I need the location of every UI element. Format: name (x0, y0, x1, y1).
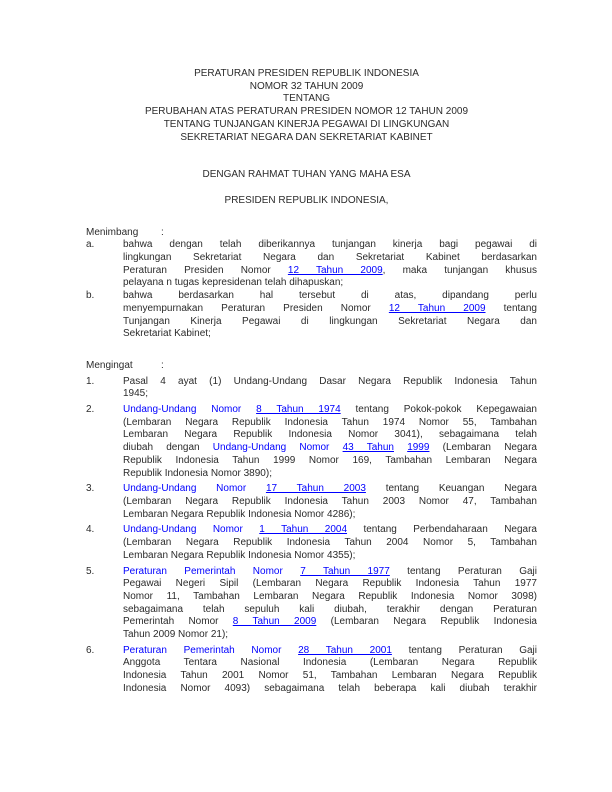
text-line (123, 404, 537, 417)
text-line (123, 376, 537, 389)
regulation-link[interactable]: 1 Tahun 2004 (259, 524, 348, 536)
item-body (123, 404, 537, 480)
text-line (123, 524, 537, 537)
regulation-link[interactable]: 12 Tahun 2009 (388, 302, 486, 314)
section-label (86, 360, 537, 373)
text-segment: tentang Peraturan Gaji (391, 644, 537, 656)
item-marker: 4. (86, 524, 95, 536)
text-segment: sebagaimana telah sepuluh kali diubah, terakhir dengan Peraturan (123, 603, 537, 615)
regulation-link[interactable]: Peraturan Pemerintah Nomor (123, 565, 301, 577)
text-line (123, 303, 537, 316)
text-segment: Pegawai Negeri Sipil (Lembaran Negara Republik Indonesia Tahun 1977 (123, 578, 537, 590)
text-line (123, 509, 537, 522)
text-segment: Indonesia Tahun 2001 Nomor 51, Tambahan Lembaran Negara Republik (123, 670, 537, 682)
text-segment: , maka tunjangan khusus (382, 264, 537, 276)
text-line (123, 566, 537, 579)
text-line (123, 657, 537, 670)
text-segment: (Lembaran Negara Republik Indonesia Tahun 2003 Nomor 47, Tambahan (123, 495, 537, 507)
item-marker: b. (86, 290, 95, 302)
item-body (123, 376, 537, 401)
text-line (123, 277, 537, 290)
title-line-1: PERATURAN PRESIDEN REPUBLIK INDONESIA (194, 68, 419, 79)
list-item (86, 376, 537, 401)
list-item (86, 404, 537, 480)
text-segment: lingkungan Sekretariat Negara dan Sekretariat Kabinet berdasarkan (123, 252, 537, 264)
text-line (123, 591, 537, 604)
item-body (123, 290, 537, 341)
text-segment: Nomor 11, Tambahan Lembaran Negara Republik Indonesia Nomor 3098) (123, 590, 537, 602)
text-segment: bahwa berdasarkan hal tersebut di atas, dipandang perlu (123, 290, 537, 302)
text-segment: Tunjangan Kinerja Pegawai di lingkungan Sekretariat Negara dan (123, 315, 537, 327)
document-header (86, 68, 537, 208)
item-marker: 5. (86, 565, 95, 577)
section-mengingat (86, 360, 537, 696)
text-line (123, 455, 537, 468)
text-line (123, 442, 537, 455)
section-label-colon: : (161, 226, 164, 238)
list-item (86, 524, 537, 562)
text-line (123, 239, 537, 252)
text-line (123, 328, 537, 341)
text-line (123, 537, 537, 550)
item-marker: 2. (86, 404, 95, 416)
text-line (123, 252, 537, 265)
text-line (123, 683, 537, 696)
text-segment: Pemerintah Nomor (123, 616, 233, 628)
regulation-link[interactable]: 28 Tahun 2001 (298, 644, 392, 656)
section-label-colon: : (161, 359, 164, 371)
item-marker: 1. (86, 375, 95, 387)
text-line (123, 265, 537, 278)
title-line-4: PERUBAHAN ATAS PERATURAN PRESIDEN NOMOR 12 TAHUN 2009 (144, 106, 469, 118)
text-segment: tentang (485, 302, 537, 314)
text-line (123, 316, 537, 329)
text-segment: Peraturan Presiden Nomor (123, 264, 288, 276)
text-line (123, 417, 537, 430)
text-segment: tentang Perbendaharaan Negara (347, 524, 537, 536)
text-segment: Anggota Tentara Nasional Indonesia (Lembaran Negara Republik (123, 657, 537, 669)
text-line (123, 388, 537, 401)
regulation-link[interactable] (394, 442, 407, 453)
text-segment: bahwa dengan telah diberikannya tunjangan kinerja bagi pegawai di (123, 239, 537, 251)
item-marker: 6. (86, 644, 95, 656)
text-segment: Tahun 2009 Nomor 21); (123, 629, 229, 641)
text-line (123, 616, 537, 629)
text-line (123, 496, 537, 509)
title-line-5: TENTANG TUNJANGAN KINERJA PEGAWAI DI LINGKUNGAN (163, 118, 450, 130)
text-line (123, 578, 537, 591)
item-body (123, 645, 537, 696)
regulation-link[interactable]: Undang-Undang Nomor (212, 442, 343, 454)
text-line (123, 468, 537, 481)
list-item (86, 566, 537, 642)
section-menimbang (86, 227, 537, 341)
text-segment: 1945; (123, 388, 149, 400)
text-line (123, 290, 537, 303)
list-item (86, 483, 537, 521)
text-segment: (Lembaran Negara Republik Indonesia Tahun 2004 Nomor 5, Tambahan (123, 537, 537, 549)
text-segment: (Lembaran Negara Republik Indonesia Tahun 1974 Nomor 55, Tambahan (123, 416, 537, 428)
text-line (123, 483, 537, 496)
text-line (123, 604, 537, 617)
regulation-link[interactable]: 7 Tahun 1977 (300, 565, 390, 577)
text-segment: Pasal 4 ayat (1) Undang-Undang Dasar Negara Republik Indonesia Tahun (123, 375, 537, 387)
regulation-link[interactable]: 17 Tahun 2003 (265, 483, 366, 495)
text-segment: Indonesia Nomor 4093) sebagaimana telah beberapa kali diubah terakhir (123, 682, 537, 694)
text-segment: pelayana n tugas kepresidenan telah dihapuskan; (123, 277, 344, 289)
text-line (123, 550, 537, 563)
section-label-text: Mengingat (86, 359, 133, 371)
regulation-link[interactable]: 12 Tahun 2009 (287, 264, 383, 276)
text-segment: tentang Keuangan Negara (365, 483, 537, 495)
regulation-link[interactable]: 8 Tahun 1974 (256, 404, 341, 416)
document-body (86, 227, 537, 696)
list-item (86, 645, 537, 696)
text-segment: (Lembaran Negara (429, 442, 537, 454)
section-label (86, 227, 537, 240)
text-segment: Lembaran Negara Republik Indonesia Nomor 3041), sebagaimana telah (123, 429, 537, 441)
item-body (123, 524, 537, 562)
regulation-link[interactable]: 8 Tahun 2009 (232, 616, 317, 628)
regulation-link[interactable]: Peraturan Pemerintah Nomor (123, 644, 299, 656)
list-item (86, 290, 537, 341)
text-segment: Republik Indonesia Tahun 1999 Nomor 169, Tambahan Lembaran Negara (123, 454, 537, 466)
text-segment: tentang Pokok-pokok Kepegawaian (340, 404, 537, 416)
motto-line: DENGAN RAHMAT TUHAN YANG MAHA ESA (202, 169, 411, 181)
title-line-3: TENTANG (282, 93, 331, 105)
item-marker: 3. (86, 483, 95, 495)
text-segment: tentang Peraturan Gaji (389, 565, 537, 577)
item-body (123, 566, 537, 642)
text-segment: Lembaran Negara Republik Indonesia Nomor 4286); (123, 508, 356, 520)
text-segment: (Lembaran Negara Republik Indonesia (316, 616, 537, 628)
section-label-text: Menimbang (86, 226, 139, 238)
regulation-link[interactable]: 43 Tahun (342, 442, 394, 454)
list-item (86, 239, 537, 290)
text-segment: Lembaran Negara Republik Indonesia Nomor 4355); (123, 549, 356, 561)
item-marker: a. (86, 239, 95, 251)
salutation-line: PRESIDEN REPUBLIK INDONESIA, (224, 194, 389, 206)
text-line (123, 429, 537, 442)
text-segment: menyempurnakan Peraturan Presiden Nomor (123, 302, 389, 314)
text-line (123, 670, 537, 683)
title-line-2: NOMOR 32 TAHUN 2009 (249, 80, 364, 92)
text-line (123, 629, 537, 642)
regulation-link[interactable]: Undang-Undang Nomor (123, 404, 257, 416)
item-body (123, 239, 537, 290)
regulation-link[interactable]: 1999 (407, 442, 430, 454)
text-segment: Republik Indonesia Nomor 3890); (123, 467, 272, 479)
text-segment: Sekretariat Kabinet; (123, 328, 211, 340)
text-line (123, 645, 537, 658)
item-body (123, 483, 537, 521)
title-line-6: SEKRETARIAT NEGARA DAN SEKRETARIAT KABINET (180, 131, 433, 143)
regulation-link[interactable]: Undang-Undang Nomor (123, 483, 266, 495)
text-segment: diubah dengan (123, 442, 213, 454)
regulation-link[interactable]: Undang-Undang Nomor (123, 524, 260, 536)
